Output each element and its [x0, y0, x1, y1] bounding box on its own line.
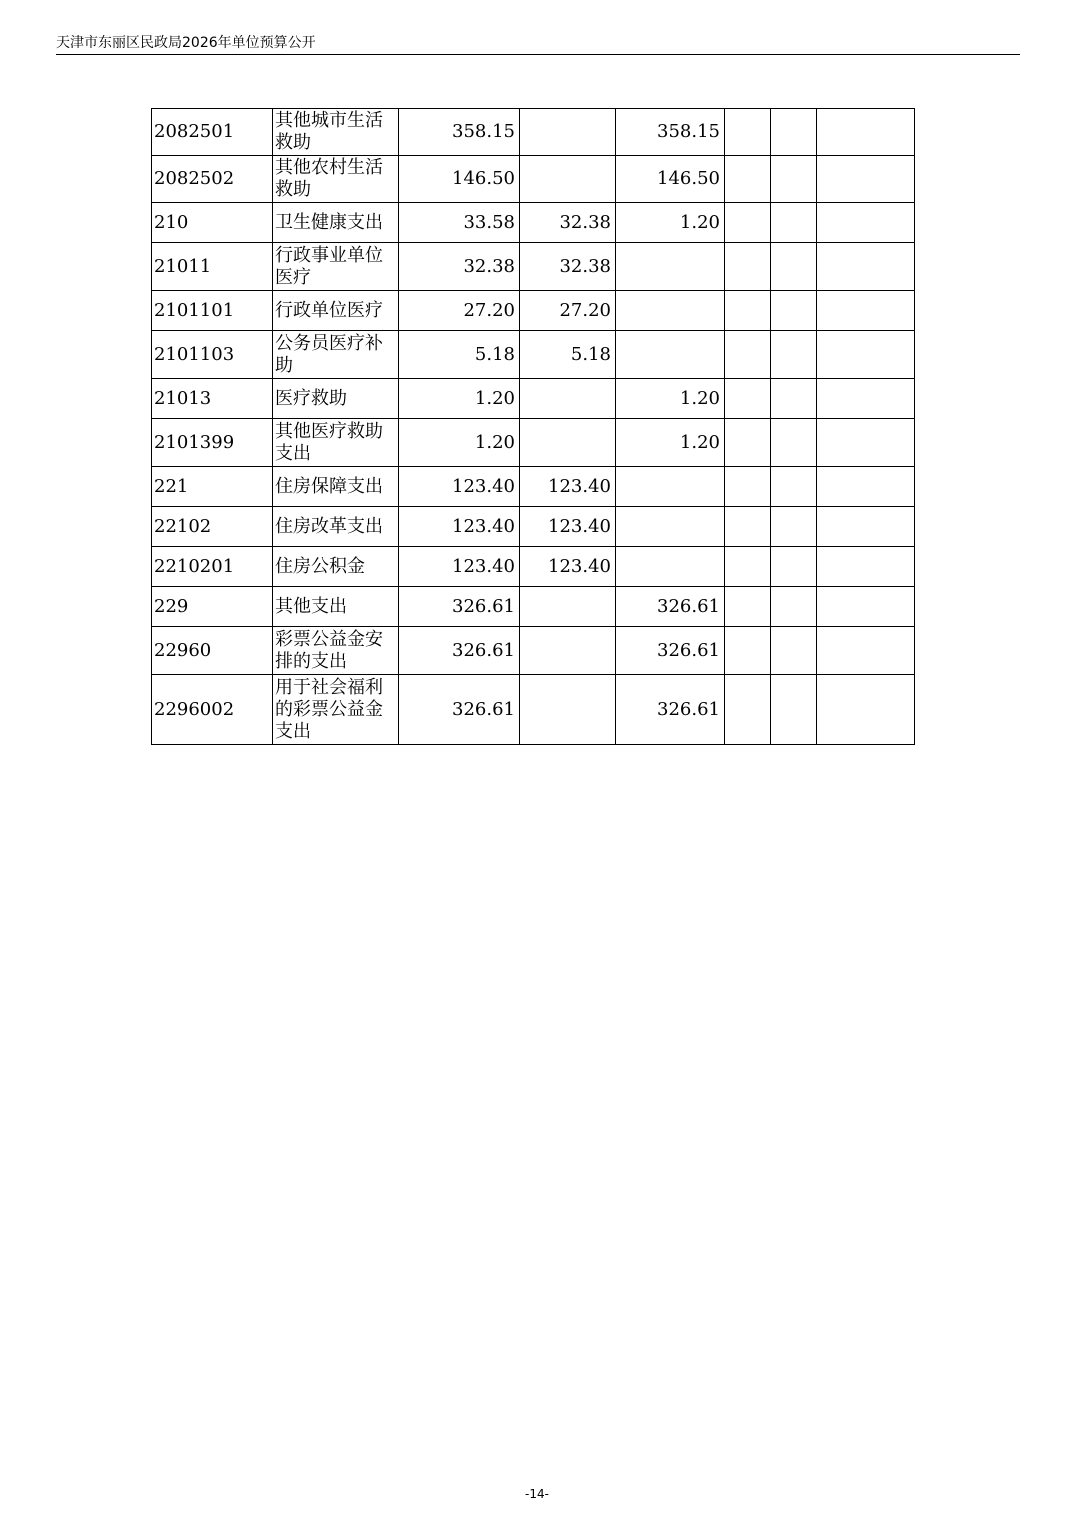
- empty-cell: [817, 547, 915, 587]
- empty-cell: [771, 507, 817, 547]
- basic-expense-cell: 5.18: [520, 331, 616, 379]
- total-amount-cell: 123.40: [399, 547, 520, 587]
- table-row: [152, 419, 915, 467]
- empty-cell: [725, 203, 771, 243]
- budget-table: [151, 108, 915, 745]
- empty-cell: [725, 547, 771, 587]
- basic-expense-cell: 123.40: [520, 507, 616, 547]
- subject-code-cell: 210: [152, 203, 273, 243]
- empty-cell: [771, 156, 817, 203]
- empty-cell: [817, 627, 915, 675]
- empty-cell: [771, 627, 817, 675]
- project-expense-cell: 326.61: [616, 587, 725, 627]
- project-expense-cell: 146.50: [616, 156, 725, 203]
- subject-name-cell: 其他农村生活救助: [273, 156, 399, 203]
- basic-expense-cell: 123.40: [520, 467, 616, 507]
- subject-name-cell: 医疗救助: [273, 379, 399, 419]
- empty-cell: [771, 379, 817, 419]
- total-amount-cell: 146.50: [399, 156, 520, 203]
- basic-expense-cell: [520, 627, 616, 675]
- empty-cell: [771, 109, 817, 156]
- empty-cell: [817, 156, 915, 203]
- subject-code-cell: 221: [152, 467, 273, 507]
- empty-cell: [725, 156, 771, 203]
- basic-expense-cell: [520, 109, 616, 156]
- basic-expense-cell: [520, 675, 616, 745]
- total-amount-cell: 123.40: [399, 507, 520, 547]
- empty-cell: [725, 587, 771, 627]
- subject-name-cell: 彩票公益金安排的支出: [273, 627, 399, 675]
- total-amount-cell: 326.61: [399, 675, 520, 745]
- total-amount-cell: 1.20: [399, 419, 520, 467]
- empty-cell: [771, 675, 817, 745]
- total-amount-cell: 27.20: [399, 291, 520, 331]
- empty-cell: [725, 109, 771, 156]
- empty-cell: [771, 291, 817, 331]
- empty-cell: [725, 675, 771, 745]
- subject-code-cell: 229: [152, 587, 273, 627]
- table-row: [152, 547, 915, 587]
- table-row: [152, 156, 915, 203]
- project-expense-cell: 326.61: [616, 675, 725, 745]
- table-row: [152, 243, 915, 291]
- empty-cell: [817, 467, 915, 507]
- subject-name-cell: 用于社会福利的彩票公益金支出: [273, 675, 399, 745]
- subject-code-cell: 21011: [152, 243, 273, 291]
- empty-cell: [817, 243, 915, 291]
- table-row: [152, 291, 915, 331]
- subject-code-cell: 22960: [152, 627, 273, 675]
- subject-code-cell: 2082502: [152, 156, 273, 203]
- subject-code-cell: 2101103: [152, 331, 273, 379]
- empty-cell: [771, 587, 817, 627]
- empty-cell: [725, 379, 771, 419]
- table-row: [152, 507, 915, 547]
- empty-cell: [817, 507, 915, 547]
- empty-cell: [725, 419, 771, 467]
- project-expense-cell: [616, 547, 725, 587]
- basic-expense-cell: [520, 379, 616, 419]
- subject-name-cell: 行政单位医疗: [273, 291, 399, 331]
- table-row: [152, 379, 915, 419]
- basic-expense-cell: 32.38: [520, 243, 616, 291]
- subject-name-cell: 住房保障支出: [273, 467, 399, 507]
- total-amount-cell: 5.18: [399, 331, 520, 379]
- subject-code-cell: 2101399: [152, 419, 273, 467]
- subject-name-cell: 行政事业单位医疗: [273, 243, 399, 291]
- empty-cell: [771, 547, 817, 587]
- subject-code-cell: 2101101: [152, 291, 273, 331]
- basic-expense-cell: [520, 156, 616, 203]
- subject-code-cell: 2210201: [152, 547, 273, 587]
- empty-cell: [817, 109, 915, 156]
- table-row: [152, 331, 915, 379]
- table-row: [152, 675, 915, 745]
- subject-name-cell: 住房改革支出: [273, 507, 399, 547]
- empty-cell: [725, 243, 771, 291]
- empty-cell: [725, 331, 771, 379]
- empty-cell: [771, 203, 817, 243]
- subject-name-cell: 卫生健康支出: [273, 203, 399, 243]
- document-title: 天津市东丽区民政局2026年单位预算公开: [56, 35, 316, 51]
- subject-code-cell: 2082501: [152, 109, 273, 156]
- project-expense-cell: [616, 243, 725, 291]
- total-amount-cell: 33.58: [399, 203, 520, 243]
- table-row: [152, 587, 915, 627]
- total-amount-cell: 1.20: [399, 379, 520, 419]
- empty-cell: [771, 331, 817, 379]
- total-amount-cell: 326.61: [399, 587, 520, 627]
- empty-cell: [817, 291, 915, 331]
- basic-expense-cell: [520, 587, 616, 627]
- total-amount-cell: 32.38: [399, 243, 520, 291]
- subject-code-cell: 21013: [152, 379, 273, 419]
- empty-cell: [817, 419, 915, 467]
- total-amount-cell: 326.61: [399, 627, 520, 675]
- table-row: [152, 627, 915, 675]
- empty-cell: [817, 379, 915, 419]
- project-expense-cell: 1.20: [616, 379, 725, 419]
- empty-cell: [771, 243, 817, 291]
- table-row: [152, 467, 915, 507]
- project-expense-cell: 1.20: [616, 419, 725, 467]
- empty-cell: [725, 291, 771, 331]
- project-expense-cell: [616, 291, 725, 331]
- subject-name-cell: 公务员医疗补助: [273, 331, 399, 379]
- basic-expense-cell: 32.38: [520, 203, 616, 243]
- project-expense-cell: [616, 331, 725, 379]
- table-row: [152, 109, 915, 156]
- project-expense-cell: [616, 507, 725, 547]
- project-expense-cell: 1.20: [616, 203, 725, 243]
- empty-cell: [817, 587, 915, 627]
- total-amount-cell: 123.40: [399, 467, 520, 507]
- empty-cell: [725, 467, 771, 507]
- project-expense-cell: [616, 467, 725, 507]
- basic-expense-cell: [520, 419, 616, 467]
- basic-expense-cell: 123.40: [520, 547, 616, 587]
- empty-cell: [725, 507, 771, 547]
- empty-cell: [771, 467, 817, 507]
- subject-name-cell: 其他医疗救助支出: [273, 419, 399, 467]
- page-number: -14-: [525, 1487, 549, 1501]
- table-row: [152, 203, 915, 243]
- empty-cell: [817, 675, 915, 745]
- empty-cell: [725, 627, 771, 675]
- basic-expense-cell: 27.20: [520, 291, 616, 331]
- empty-cell: [771, 419, 817, 467]
- total-amount-cell: 358.15: [399, 109, 520, 156]
- empty-cell: [817, 203, 915, 243]
- subject-name-cell: 住房公积金: [273, 547, 399, 587]
- empty-cell: [817, 331, 915, 379]
- subject-name-cell: 其他城市生活救助: [273, 109, 399, 156]
- project-expense-cell: 326.61: [616, 627, 725, 675]
- project-expense-cell: 358.15: [616, 109, 725, 156]
- subject-code-cell: 22102: [152, 507, 273, 547]
- subject-code-cell: 2296002: [152, 675, 273, 745]
- page-header: [56, 30, 1020, 55]
- subject-name-cell: 其他支出: [273, 587, 399, 627]
